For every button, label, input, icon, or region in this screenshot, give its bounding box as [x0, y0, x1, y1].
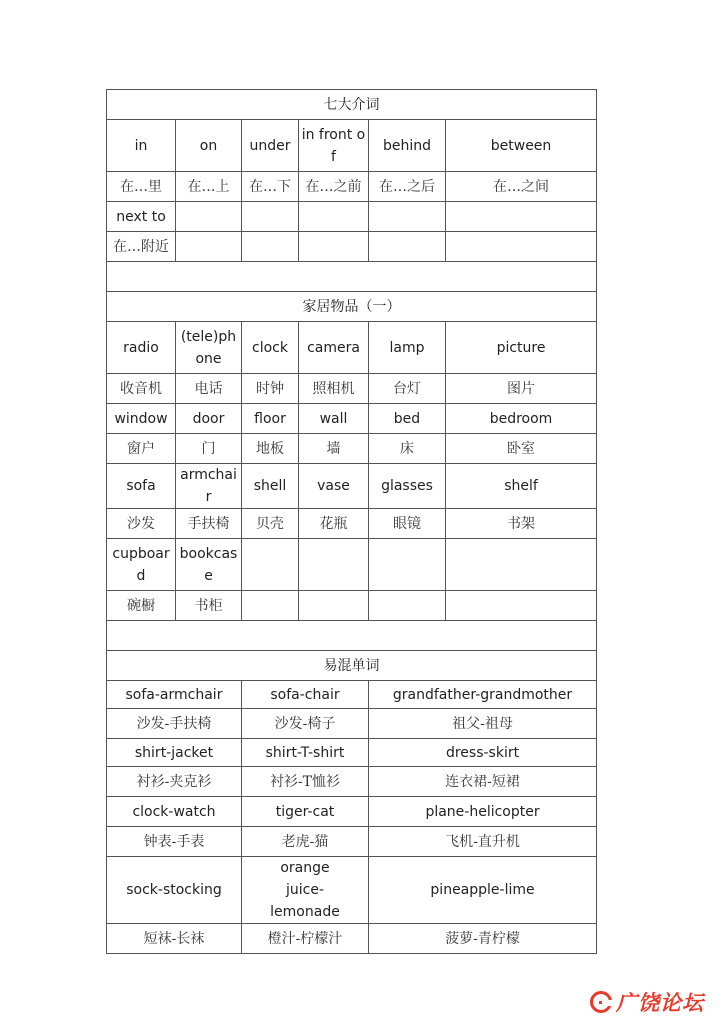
spacer-row — [107, 621, 597, 651]
preposition-cn: 在…之前 — [299, 172, 369, 202]
pair-en: pineapple-lime — [369, 857, 597, 924]
household-en: shelf — [446, 464, 597, 509]
preposition-en: next to — [107, 202, 176, 232]
household-en: lamp — [369, 322, 446, 374]
household-en: clock — [242, 322, 299, 374]
household-en: camera — [299, 322, 369, 374]
preposition-en: in front of — [299, 120, 369, 172]
pair-en: shirt-T-shirt — [242, 739, 369, 767]
household-cn: 书柜 — [176, 591, 242, 621]
household-cn: 窗户 — [107, 434, 176, 464]
household-cn: 门 — [176, 434, 242, 464]
section-title-prepositions: 七大介词 — [107, 90, 597, 120]
pair-cn: 连衣裙-短裙 — [369, 767, 597, 797]
household-en: bookcase — [176, 539, 242, 591]
spacer-row — [107, 262, 597, 292]
household-cn: 书架 — [446, 509, 597, 539]
pair-en: sofa-armchair — [107, 681, 242, 709]
preposition-cn: 在…下 — [242, 172, 299, 202]
pair-cn: 衬衫-T恤衫 — [242, 767, 369, 797]
pair-cn: 衬衫-夹克衫 — [107, 767, 242, 797]
preposition-en: on — [176, 120, 242, 172]
pair-en: shirt-jacket — [107, 739, 242, 767]
pair-en: clock-watch — [107, 797, 242, 827]
household-en: floor — [242, 404, 299, 434]
pair-en: sofa-chair — [242, 681, 369, 709]
household-cn: 时钟 — [242, 374, 299, 404]
household-en: picture — [446, 322, 597, 374]
household-cn: 收音机 — [107, 374, 176, 404]
pair-cn: 祖父-祖母 — [369, 709, 597, 739]
preposition-en: in — [107, 120, 176, 172]
household-en: vase — [299, 464, 369, 509]
preposition-cn: 在…之间 — [446, 172, 597, 202]
household-en: armchair — [176, 464, 242, 509]
household-en: radio — [107, 322, 176, 374]
household-cn: 贝壳 — [242, 509, 299, 539]
household-cn: 电话 — [176, 374, 242, 404]
pair-cn: 飞机-直升机 — [369, 827, 597, 857]
household-cn: 照相机 — [299, 374, 369, 404]
household-en: bed — [369, 404, 446, 434]
household-cn: 卧室 — [446, 434, 597, 464]
household-cn: 沙发 — [107, 509, 176, 539]
household-en: sofa — [107, 464, 176, 509]
vocabulary-table — [106, 89, 597, 954]
section-title-household: 家居物品（一） — [107, 292, 597, 322]
household-cn: 眼镜 — [369, 509, 446, 539]
g-logo-icon — [590, 991, 612, 1013]
watermark-text: 广饶论坛 — [616, 991, 704, 1015]
watermark — [590, 984, 720, 1020]
household-cn: 墙 — [299, 434, 369, 464]
household-en: door — [176, 404, 242, 434]
preposition-cn: 在…里 — [107, 172, 176, 202]
household-en: shell — [242, 464, 299, 509]
household-en: bedroom — [446, 404, 597, 434]
pair-cn: 沙发-手扶椅 — [107, 709, 242, 739]
pair-cn: 沙发-椅子 — [242, 709, 369, 739]
household-en: window — [107, 404, 176, 434]
preposition-cn: 在…之后 — [369, 172, 446, 202]
preposition-en: between — [446, 120, 597, 172]
household-en: cupboard — [107, 539, 176, 591]
preposition-cn: 在…附近 — [107, 232, 176, 262]
preposition-en: under — [242, 120, 299, 172]
section-title-confusing: 易混单词 — [107, 651, 597, 681]
household-cn: 花瓶 — [299, 509, 369, 539]
pair-en: plane-helicopter — [369, 797, 597, 827]
pair-en: tiger-cat — [242, 797, 369, 827]
household-en: wall — [299, 404, 369, 434]
pair-cn: 菠萝-青柠檬 — [369, 924, 597, 954]
household-cn: 台灯 — [369, 374, 446, 404]
household-cn: 床 — [369, 434, 446, 464]
pair-cn: 老虎-猫 — [242, 827, 369, 857]
pair-cn: 橙汁-柠檬汁 — [242, 924, 369, 954]
household-cn: 碗橱 — [107, 591, 176, 621]
preposition-cn: 在…上 — [176, 172, 242, 202]
household-en: (tele)phone — [176, 322, 242, 374]
pair-cn: 钟表-手表 — [107, 827, 242, 857]
pair-en: sock-stocking — [107, 857, 242, 924]
household-cn: 图片 — [446, 374, 597, 404]
preposition-en: behind — [369, 120, 446, 172]
household-en: glasses — [369, 464, 446, 509]
pair-cn: 短袜-长袜 — [107, 924, 242, 954]
pair-en: orange juice-lemonade — [242, 857, 369, 924]
household-cn: 地板 — [242, 434, 299, 464]
pair-en: dress-skirt — [369, 739, 597, 767]
household-cn: 手扶椅 — [176, 509, 242, 539]
pair-en: grandfather-grandmother — [369, 681, 597, 709]
